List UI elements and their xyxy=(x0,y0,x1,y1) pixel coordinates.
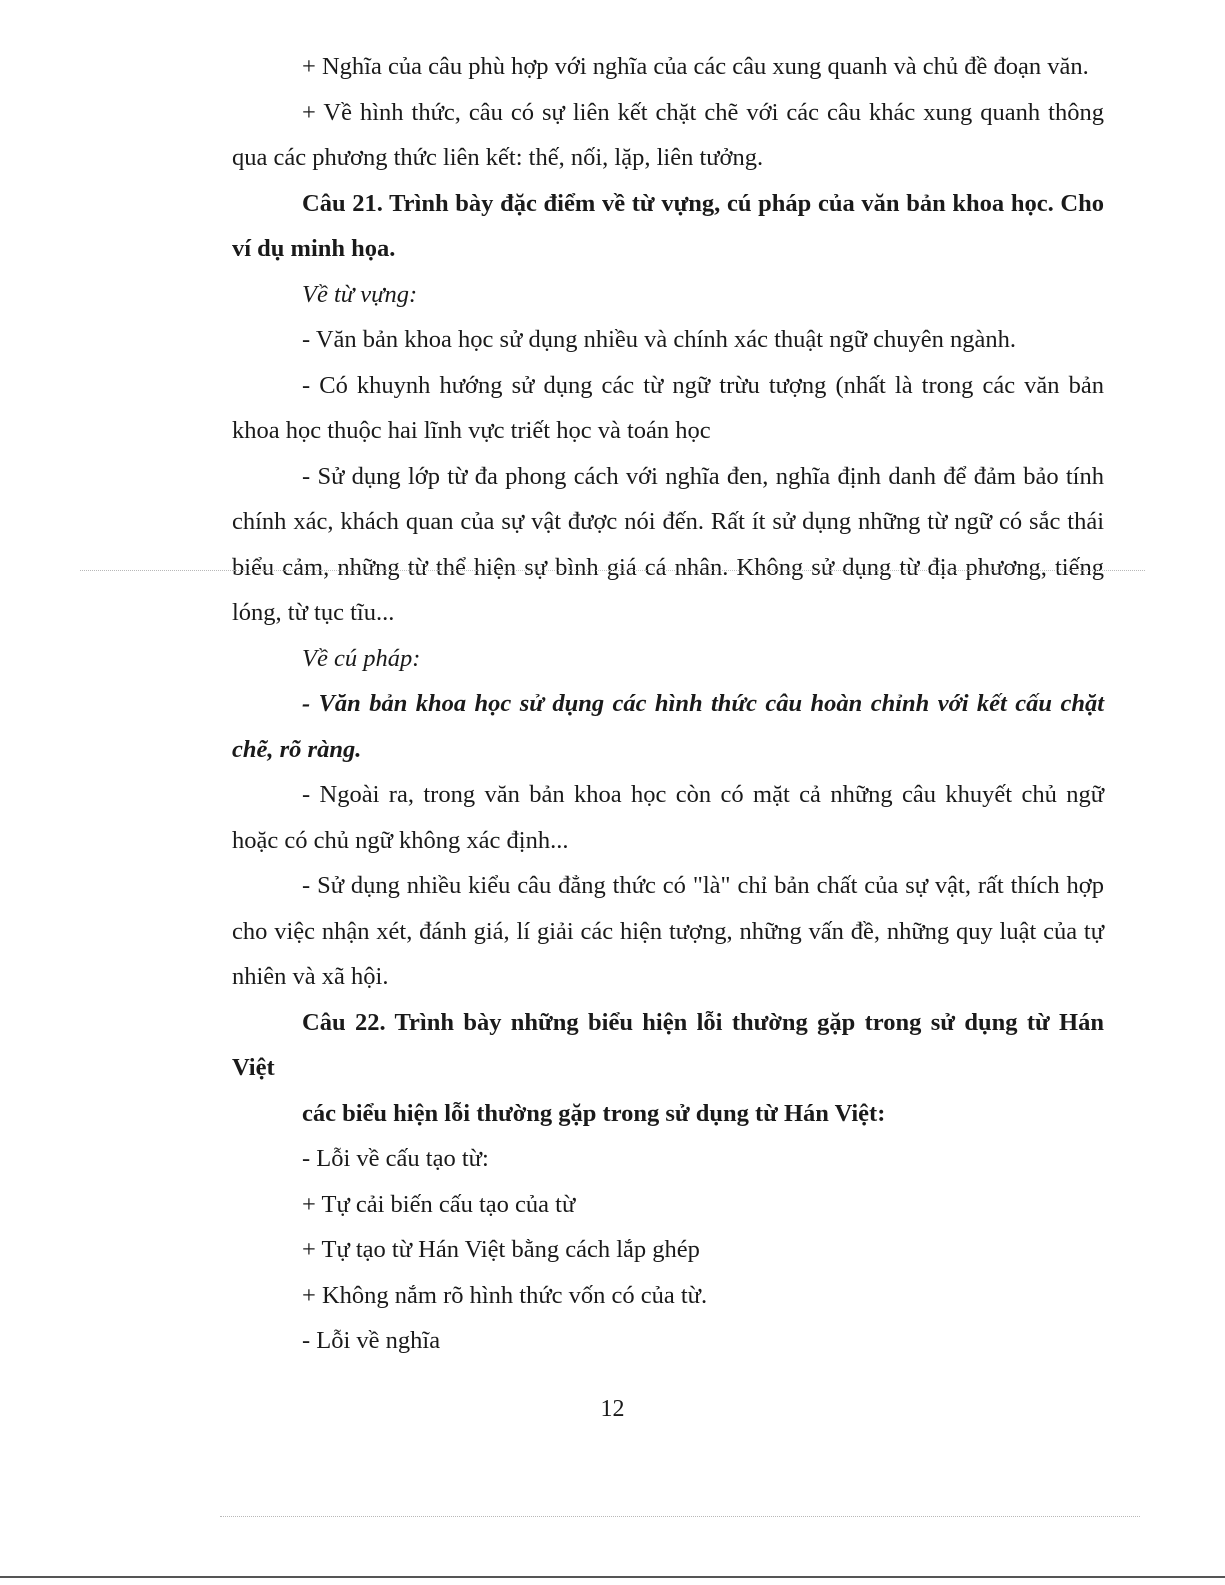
question-21-heading: Câu 21. Trình bày đặc điểm về từ vựng, cú pháp của văn bản khoa học. Cho ví dụ minh họa. xyxy=(232,189,1104,262)
paragraph-complete-sentences: - Văn bản khoa học sử dụng các hình thức câu hoàn chỉnh với kết cấu chặt chẽ, rõ ràng. xyxy=(232,690,1104,763)
paragraph-terminology: - Văn bản khoa học sử dụng nhiều và chính xác thuật ngữ chuyên ngành. xyxy=(302,326,1016,353)
document-page xyxy=(232,44,1104,1364)
subheading-syntax: Về cú pháp: xyxy=(302,644,421,672)
paragraph-meaning-fit: + Nghĩa của câu phù hợp với nghĩa của các câu xung quanh và chủ đề đoạn văn. xyxy=(302,53,1089,80)
paragraph-equative-sentences: - Sử dụng nhiều kiểu câu đẳng thức có "là" chỉ bản chất của sự vật, rất thích hợp cho việc nhận xét, đánh giá, lí giải các hiện tượng, những vấn đề, những quy luật của tự nhiên và xã hội. xyxy=(232,872,1104,990)
page-number: 12 xyxy=(600,1396,625,1422)
list-item-self-create: + Tự tạo từ Hán Việt bằng cách lắp ghép xyxy=(302,1236,700,1263)
paragraph-subjectless-sentences: - Ngoài ra, trong văn bản khoa học còn có mặt cả những câu khuyết chủ ngữ hoặc có chủ ngữ không xác định... xyxy=(232,781,1104,854)
page-edge-line xyxy=(0,1576,1225,1578)
list-item-unclear-form: + Không nắm rõ hình thức vốn có của từ. xyxy=(302,1281,708,1309)
paragraph-multi-style-words: - Sử dụng lớp từ đa phong cách với nghĩa đen, nghĩa định danh để đảm bảo tính chính xác, khách quan của sự vật được nói đến. Rất ít sử dụng những từ ngữ có sắc thái biểu cảm, những từ thể hiện sự bình giá cá nhân. Không sử dụng từ địa phương, tiếng lóng, từ tục tĩu... xyxy=(232,462,1104,626)
list-item-self-modify: + Tự cải biến cấu tạo của từ xyxy=(302,1190,576,1218)
paragraph-abstract-words: - Có khuynh hướng sử dụng các từ ngữ trừu tượng (nhất là trong các văn bản khoa học thuộc hai lĩnh vực triết học và toán học xyxy=(232,371,1104,444)
paragraph-form-linking: + Về hình thức, câu có sự liên kết chặt chẽ với các câu khác xung quanh thông qua các phương thức liên kết: thế, nối, lặp, liên tưởng. xyxy=(232,98,1104,171)
list-item-structure-errors: - Lỗi về cấu tạo từ: xyxy=(302,1145,489,1172)
scan-artifact-line xyxy=(80,570,1145,571)
subheading-error-types: các biểu hiện lỗi thường gặp trong sử dụng từ Hán Việt: xyxy=(302,1099,886,1127)
list-item-meaning-errors: - Lỗi về nghĩa xyxy=(302,1327,441,1354)
scan-artifact-line xyxy=(220,1516,1140,1517)
subheading-vocabulary: Về từ vựng: xyxy=(302,280,418,308)
question-22-heading: Câu 22. Trình bày những biểu hiện lỗi thường gặp trong sử dụng từ Hán Việt xyxy=(232,1008,1104,1081)
